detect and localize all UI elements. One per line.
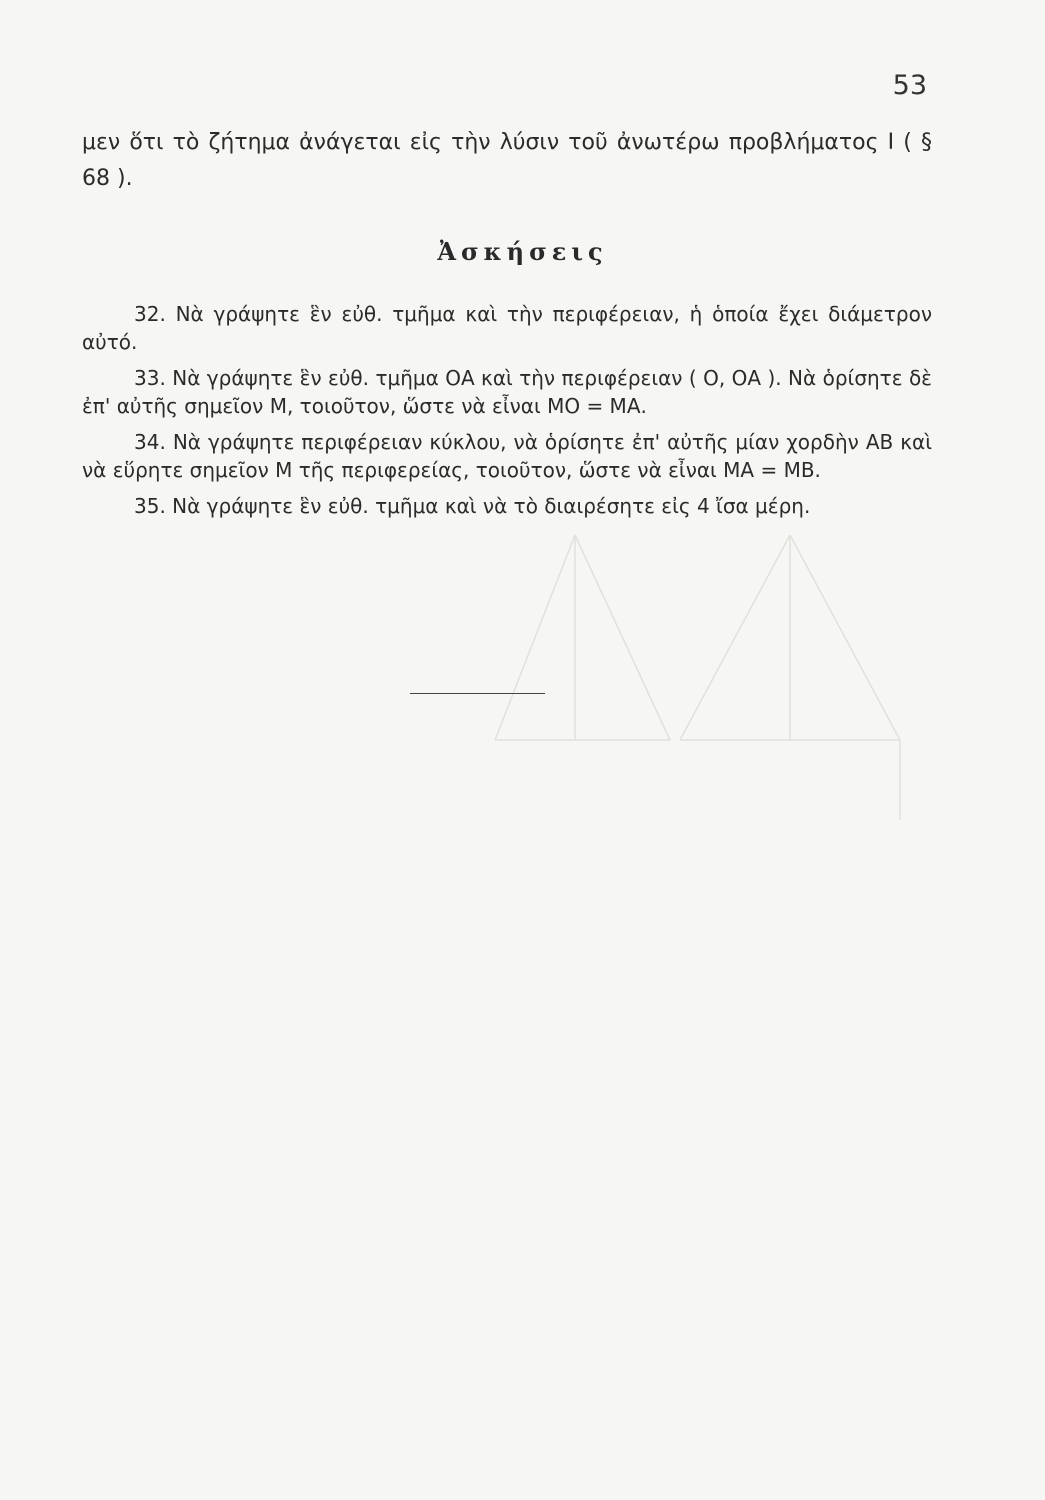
bleed-through-figure (480, 520, 950, 840)
exercise-35: 35. Νὰ γράψητε ἓν εὐθ. τμῆμα καὶ νὰ τὸ διαιρέσητε εἰς 4 ἴσα μέρη. (134, 494, 811, 518)
exercise-32: 32. Νὰ γράψητε ἓν εὐθ. τμῆμα καὶ τὴν περιφέρειαν, ἡ ὁποία ἔχει διάμετρον αὐτό. (82, 302, 932, 354)
section-title: Ἀσκήσεις (437, 237, 608, 266)
intro-text: μεν ὅτι τὸ ζήτημα ἀνάγεται εἰς τὴν λύσιν τοῦ ἀνωτέρω προβλήματος Ι ( § 68 ). (82, 130, 932, 191)
exercise-list (82, 300, 932, 528)
section-divider (410, 693, 545, 694)
exercise-33: 33. Νὰ γράψητε ἓν εὐθ. τμῆμα ΟΑ καὶ τὴν περιφέρειαν ( Ο, ΟΑ ). Νὰ ὁρίσητε δὲ ἐπ' αὐτῆς σημεῖον Μ, τοιοῦτον, ὥστε νὰ εἶναι ΜΟ = ΜΑ. (82, 366, 932, 418)
page-number: 53 (892, 70, 927, 101)
intro-paragraph (82, 125, 932, 197)
exercise-34: 34. Νὰ γράψητε περιφέρειαν κύκλου, νὰ ὁρίσητε ἐπ' αὐτῆς μίαν χορδὴν ΑΒ καὶ νὰ εὕρητε σημεῖον Μ τῆς περιφερείας, τοιοῦτον, ὥστε νὰ εἶναι ΜΑ = ΜΒ. (82, 430, 932, 482)
